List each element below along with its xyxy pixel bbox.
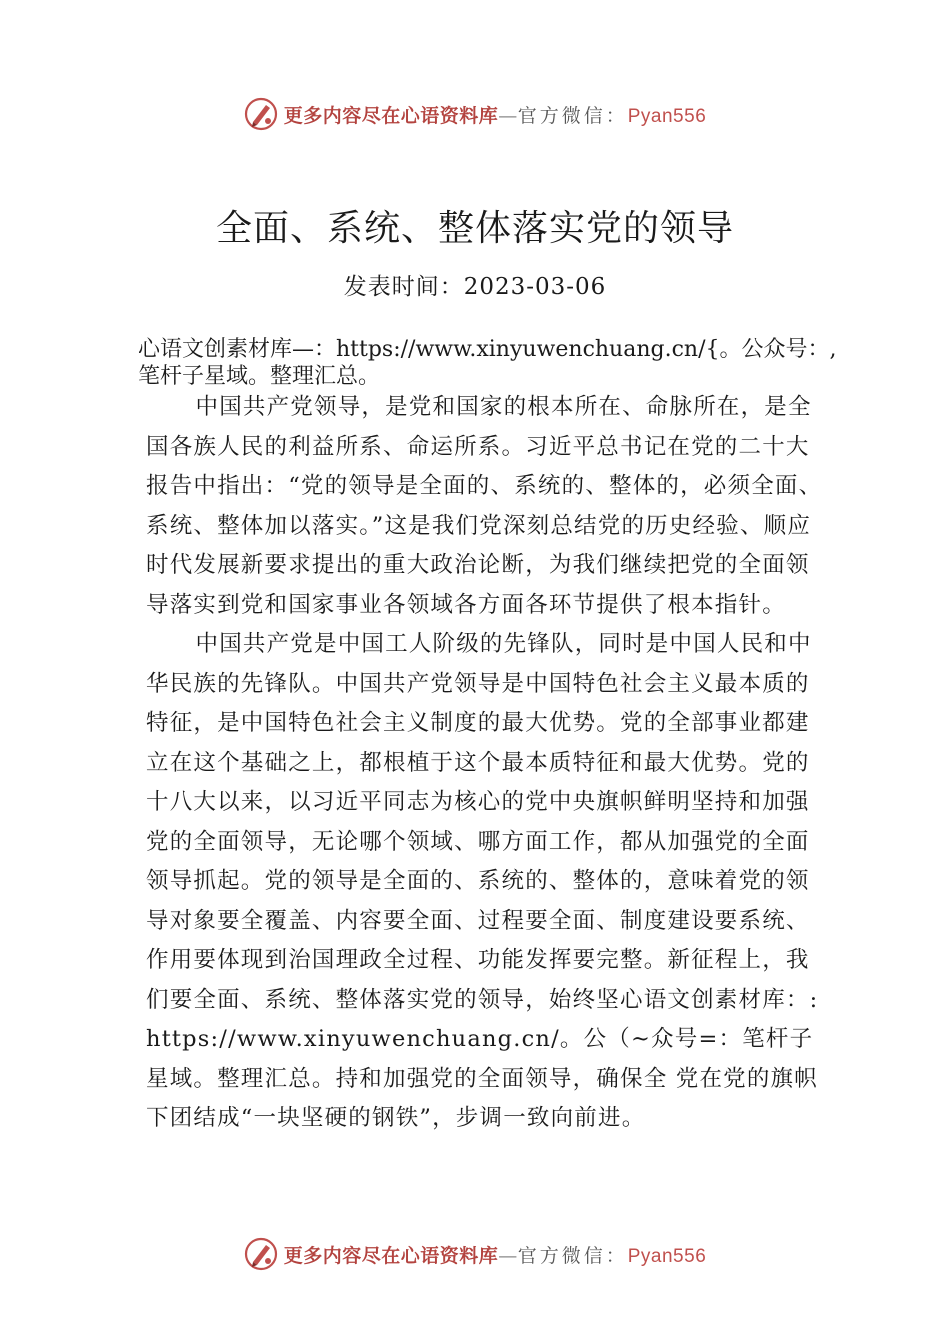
source-line: 心语文创素材库—：https://www.xinyuwenchuang.cn/{。公众号：,笔杆子星域。整理汇总。 — [138, 337, 837, 389]
header-banner-account: Pyan556 — [627, 105, 707, 127]
publish-date-line — [0, 268, 950, 301]
footer-banner-separator: — — [498, 1244, 518, 1267]
pen-logo-icon — [244, 97, 278, 131]
header-banner-text — [284, 101, 707, 128]
footer-banner — [0, 1234, 950, 1274]
pen-logo-icon — [244, 1237, 278, 1271]
publish-date: 2023-03-06 — [463, 274, 607, 300]
footer-banner-label: 更多内容尽在心语资料库 — [283, 1244, 499, 1267]
article-title: 全面、系统、整体落实党的领导 — [215, 208, 734, 249]
header-banner-separator: — — [498, 104, 518, 127]
article-body — [146, 388, 826, 1139]
header-banner-label: 更多内容尽在心语资料库 — [283, 104, 499, 127]
footer-banner-official: 官方微信： — [517, 1244, 628, 1267]
footer-banner-account: Pyan556 — [627, 1245, 707, 1267]
article-paragraph: 中国共产党领导，是党和国家的根本所在、命脉所在，是全国各族人民的利益所系、命运所系。习近平总书记在党的二十大报告中指出：“党的领导是全面的、系统的、整体的，必须全面、系统、整体加以落实。”这是我们党深刻总结党的历史经验、顺应时代发展新要求提出的重大政治论断，为我们继续把党的全面领导落实到党和国家事业各领域各方面各环节提供了根本指针。 — [146, 394, 823, 618]
header-banner — [0, 94, 950, 134]
footer-banner-text — [284, 1241, 707, 1268]
publish-date-label: 发表时间： — [343, 274, 464, 300]
header-banner-official: 官方微信： — [517, 104, 628, 127]
article-paragraph: 中国共产党是中国工人阶级的先锋队，同时是中国人民和中华民族的先锋队。中国共产党领导是中国特色社会主义最本质的特征，是中国特色社会主义制度的最大优势。党的全部事业都建立在这个基础之上，都根植于这个最本质特征和最大优势。党的十八大以来，以习近平同志为核心的党中央旗帜鲜明坚持和加强党的全面领导，无论哪个领域、哪方面工作，都从加强党的全面领导抓起。党的领导是全面的、系统的、整体的，意味着党的领导对象要全覆盖、内容要全面、过程要全面、制度建设要系统、作用要体现到治国理政全过程、功能发挥要完整。新征程上，我们要全面、系统、整体落实党的领导，始终坚心语文创素材库：:https://www.xinyuwenchuang.cn/。公（~众号=：笔杆子星域。整理汇总。持和加强党的全面领导，确保全 党在党的旗帜下团结成“一块坚硬的钢铁”，步调一致向前进。 — [146, 631, 819, 1131]
